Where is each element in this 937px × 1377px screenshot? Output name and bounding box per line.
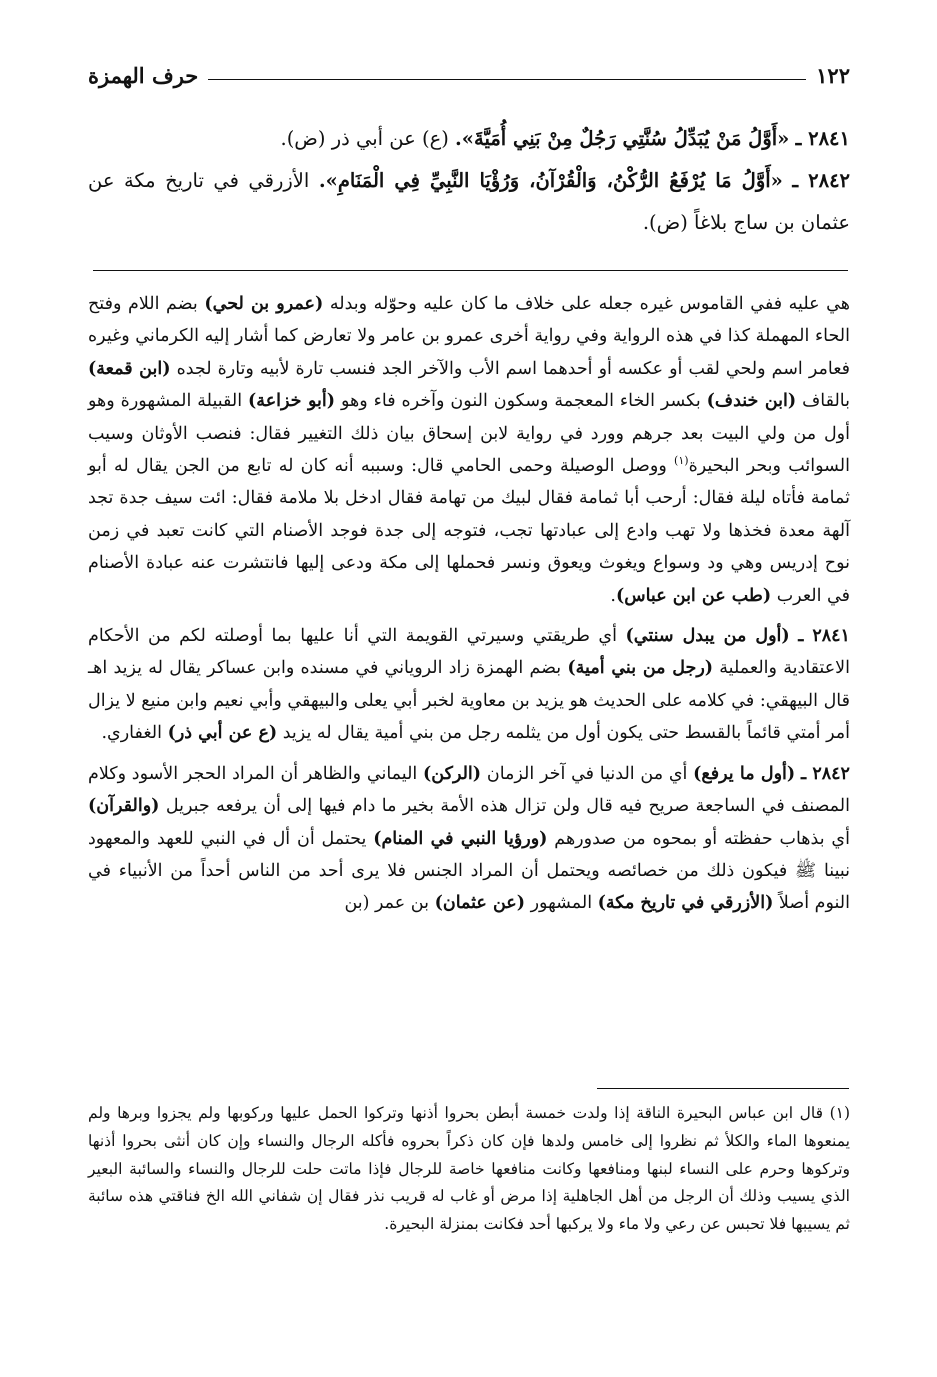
hadith-2841	[88, 118, 850, 160]
commentary-number: ٢٨٤١ ـ	[798, 626, 850, 647]
commentary-paragraph-2842: ٢٨٤٢ ـ (أول ما يرفع) أي من الدنيا في آخر الزمان (الركن) اليماني والظاهر أن المراد الحجر الأسود وكلام المصنف في الساجعة صريح فيه قال ولن تزال هذه الأمة بخير ما دام فيها إلى أن يرفعه جبريل (والقرآن) أي بذهاب حفظته أو بمحوه من صدورهم (ورؤيا النبي في المنام) يحتمل أن أل في النبي للعهد والمعهود نبينا ﷺ فيكون ذلك من خصائصه ويحتمل أن المراد الجنس فلا يرى أحد من الناس أحداً من الأنبياء في النوم أصلاً (الأزرقي في تاريخ مكة) المشهور (عن عثمان) بن عمر (بن	[88, 763, 850, 914]
commentary-block	[88, 288, 850, 920]
hadith-source: الأزرقي في تاريخ مكة عن عثمان بن ساج بلاغاً (ض).	[88, 169, 850, 234]
footnote-block	[88, 1100, 850, 1239]
hadith-text-block	[88, 118, 850, 244]
commentary-paragraph-2841: ٢٨٤١ ـ (أول من يبدل سنتي) أي طريقتي وسيرتي القويمة التي أنا عليها بما أوصلته لكم من الأحكام الاعتقادية والعملية (رجل من بني أمية) بضم الهمزة زاد الروياني في مسنده وابن عساكر يقال له يزيد اهـ قال البيهقي: في كلامه على الحديث هو يزيد بن معاوية لخبر أبي يعلى والبيهقي وأبي نعيم وابن منيع لا يزال أمر أمتي قائماً بالقسط حتى يكون أول من يثلمه رجل من بني أمية يقال له يزيد (ع عن أبي ذر) الغفاري.	[88, 626, 850, 744]
hadith-source: (ع) عن أبي ذر (ض).	[280, 127, 449, 150]
commentary-number: ٢٨٤٢ ـ	[800, 763, 850, 784]
page-number: ١٢٢	[816, 62, 850, 88]
header-rule	[208, 79, 806, 80]
footnote-text: قال ابن عباس البحيرة الناقة إذا ولدت خمسة أبطن بحروا أذنها وتركوا الحمل عليها وركوبها ولم يجزوا وبرها ولم يمنعوها الماء والكلأ ثم نظروا إلى خامس ولدها فإن كان ذكراً بحروه فأكله الرجال والنساء وإن كان أنثى بحروا أذنها وتركوها وحرم على النساء لبنها ومنافعها وكانت منافعها خاصة للرجال فإذا ماتت حلت للرجال والنساء والسائبة البعير الذي يسيب وذلك أن الرجل من أهل الجاهلية إذا مرض أو غاب له قريب نذر فقال إن شفاني الله الخ فناقتي هذه سائبة ثم يسيبها فلا تحبس عن رعي ولا ماء ولا يركبها أحد فكانت بمنزلة البحيرة.	[88, 1104, 850, 1234]
footnote-marker: (١)	[829, 1104, 851, 1122]
hadith-matn: «أَوَّلُ مَنْ يُبَدِّلُ سُنَّتِي رَجُلٌ مِنْ بَنِي أُمَيَّةَ».	[455, 127, 790, 150]
hadith-matn: «أَوَّلُ مَا يُرْفَعُ الرُّكْنُ، وَالْقُرْآنُ، وَرُؤْيَا النَّبِيِّ فِي الْمَنَامِ».	[318, 169, 783, 192]
footnote-1	[88, 1100, 850, 1239]
footnote-separator	[597, 1088, 849, 1089]
footnote-reference[interactable]: (١)	[674, 454, 689, 468]
hadith-2842	[88, 160, 850, 244]
hadith-number: ٢٨٤١ ـ	[795, 127, 850, 150]
section-title: حرف الهمزة	[88, 62, 199, 88]
page-header	[88, 58, 850, 92]
commentary-paragraph-continuation: هي عليه ففي القاموس غيره جعله على خلاف ما كان عليه وحوّله وبدله (عمرو بن لحي) بضم اللام وفتح الحاء المهملة كذا في هذه الرواية وفي رواية أخرى عمرو بن عامر ولا تعارض كما أشار إليه الكرماني وغيره فعامر اسم ولحي لقب أو عكسه أو أحدهما اسم الأب والآخر الجد فنسب تارة لأبيه وتارة لجده (ابن قمعة) بالقاف (ابن خندف) بكسر الخاء المعجمة وسكون النون وآخره فاء وهو (أبو خزاعة) القبيلة المشهورة وهو أول من ولي البيت بعد جرهم وورد في رواية لابن إسحاق بيان ذلك التغيير فقال: فنصب الأوثان وسيب السوائب وبحر البحيرة$^{(١)}$ ووصل الوصيلة وحمى الحامي قال: وسببه أنه كان له تابع من الجن يقال له أبو ثمامة فأتاه ليلة فقال: أرحب أبا ثمامة فقال لبيك من تهامة فقال ادخل بلا ملامة فقال: ائت سيف جدة تجد آلهة معدة فخذها ولا تهب وادع إلى عبادتها تجب، فتوجه إلى جدة فوجد الأصنام التي كانت تعبد في زمن نوح إدريس وهي ود وسواع ويغوث ويعوق ونسر فحملها إلى مكة ودعى إليها فانتشرت عنه عبادة الأصنام في العرب (طب عن ابن عباس).	[88, 294, 851, 606]
hadith-number: ٢٨٤٢ ـ	[792, 169, 851, 192]
text-commentary-separator	[93, 270, 848, 271]
